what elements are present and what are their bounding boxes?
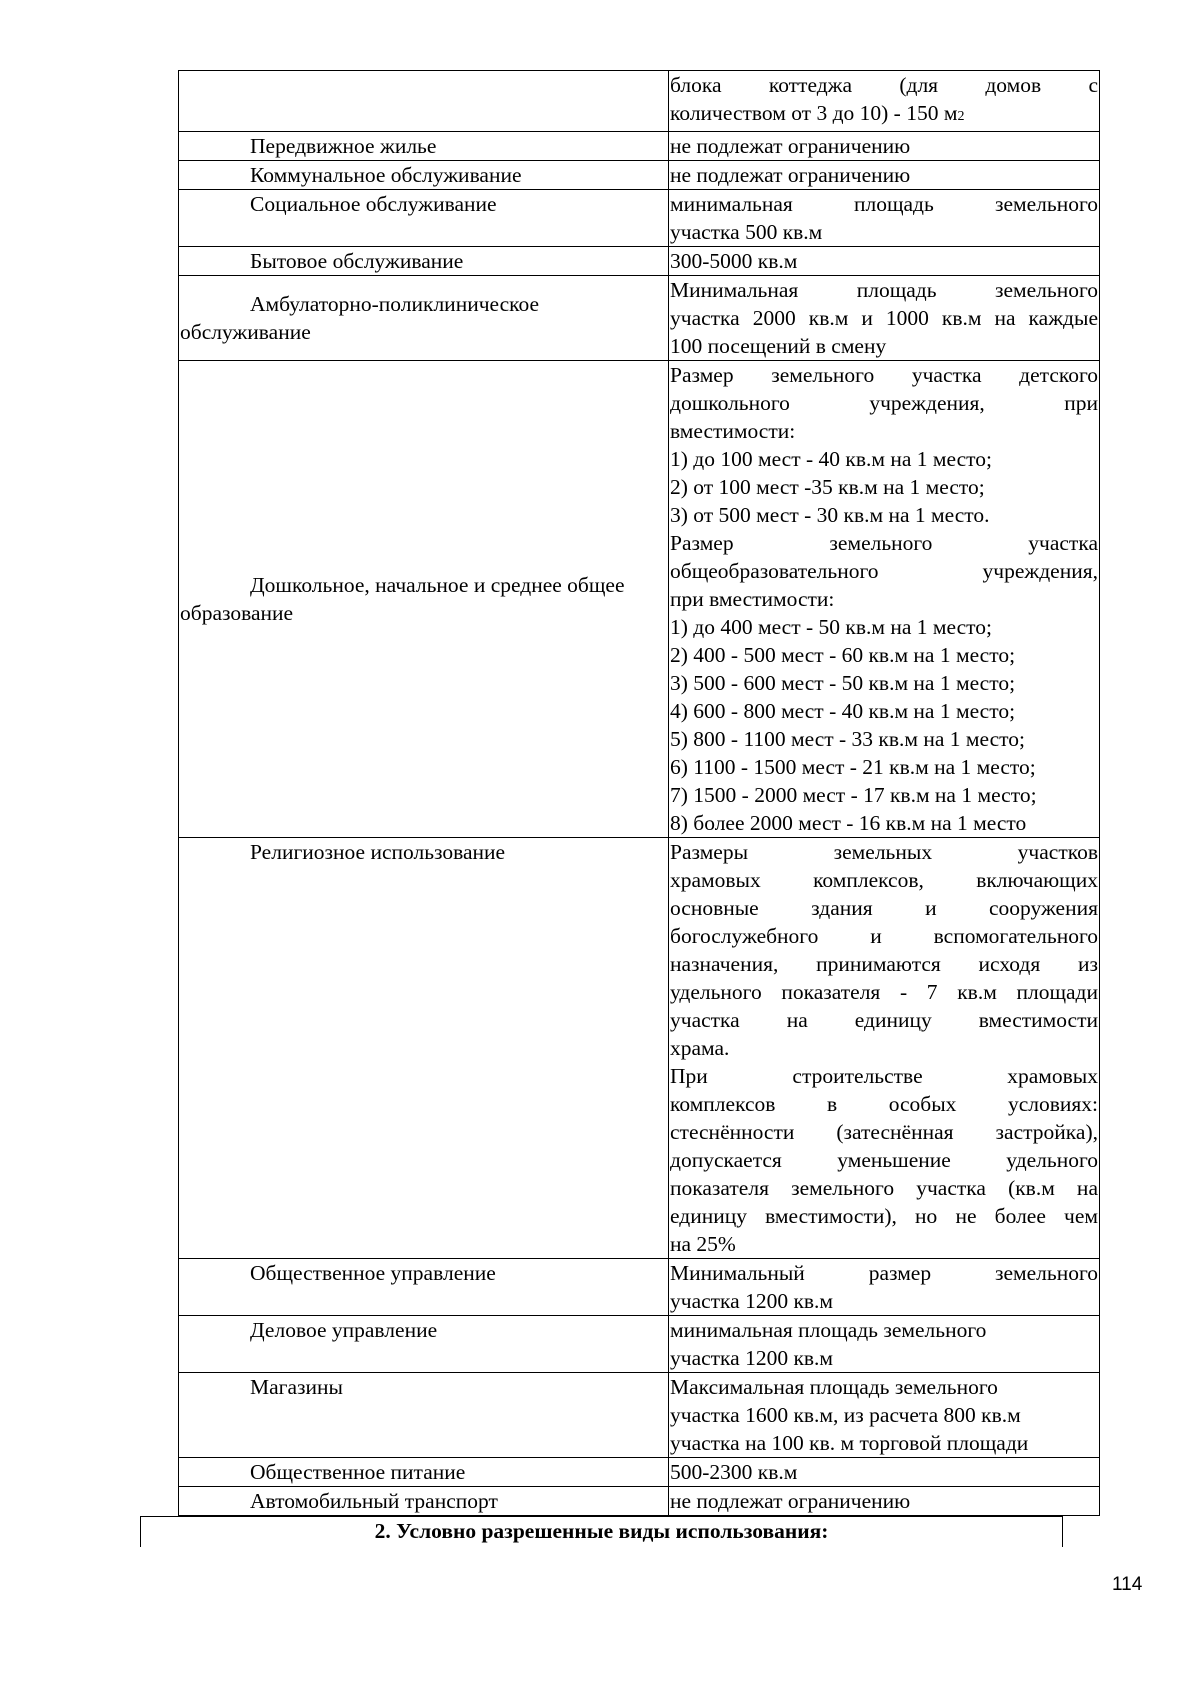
parameter-line: блока коттеджа (для домов с — [670, 73, 1098, 97]
table-row — [179, 190, 1100, 247]
parameter-line: храма. — [670, 1036, 730, 1060]
table-row — [179, 1316, 1100, 1373]
parameter-line: участка на 100 кв. м торговой площади — [670, 1431, 1029, 1455]
use-type-cell: Автомобильный транспорт — [179, 1487, 669, 1516]
permitted-use-table — [178, 70, 1100, 1516]
use-type-cell: Общественное питание — [179, 1458, 669, 1487]
use-type-cell — [179, 71, 669, 132]
parameter-line: 5) 800 - 1100 мест - 33 кв.м на 1 место; — [670, 727, 1025, 751]
use-type-cell: Социальное обслуживание — [179, 190, 669, 247]
parameter-line: общеобразовательного учреждения, — [670, 559, 1098, 583]
parameter-line: 300-5000 кв.м — [670, 249, 798, 273]
parameter-line: участка 1200 кв.м — [670, 1346, 834, 1370]
parameter-cell — [669, 1487, 1100, 1516]
table-row — [179, 276, 1100, 361]
parameter-line: участка 1600 кв.м, из расчета 800 кв.м — [670, 1403, 1021, 1427]
table-row — [179, 132, 1100, 161]
table-row — [179, 1373, 1100, 1458]
parameter-line: Максимальная площадь земельного — [670, 1375, 998, 1399]
table-row — [179, 361, 1100, 838]
parameter-line: не подлежат ограничению — [670, 1489, 911, 1513]
parameter-line: 3) 500 - 600 мест - 50 кв.м на 1 место; — [670, 671, 1016, 695]
use-type-cell: Магазины — [179, 1373, 669, 1458]
use-type-cell: Коммунальное обслуживание — [179, 161, 669, 190]
parameter-line: Размеры земельных участков — [670, 840, 1098, 864]
parameter-line: 7) 1500 - 2000 мест - 17 кв.м на 1 место; — [670, 783, 1037, 807]
use-type-cell: Амбулаторно-поликлиническое обслуживание — [179, 276, 669, 361]
parameter-line: допускается уменьшение удельного — [670, 1148, 1098, 1172]
parameter-line: при вместимости: — [670, 587, 835, 611]
parameter-cell — [669, 361, 1100, 838]
parameter-line: Минимальный размер земельного — [670, 1261, 1098, 1285]
use-type-cell: Деловое управление — [179, 1316, 669, 1373]
parameter-cell — [669, 1458, 1100, 1487]
parameter-line: 500-2300 кв.м — [670, 1460, 798, 1484]
parameter-line: 6) 1100 - 1500 мест - 21 кв.м на 1 место; — [670, 755, 1036, 779]
parameter-line: удельного показателя - 7 кв.м площади — [670, 980, 1098, 1004]
parameter-line: участка на единицу вместимости — [670, 1008, 1098, 1032]
parameter-line: количеством от 3 до 10) - 150 м2 — [670, 101, 965, 125]
parameter-line: 100 посещений в смену — [670, 334, 887, 358]
use-type-cell: Религиозное использование — [179, 838, 669, 1259]
table-row — [179, 161, 1100, 190]
parameter-cell — [669, 190, 1100, 247]
parameter-cell — [669, 838, 1100, 1259]
table-row — [179, 1458, 1100, 1487]
parameter-line: 2) от 100 мест -35 кв.м на 1 место; — [670, 475, 985, 499]
parameter-line: дошкольного учреждения, при — [670, 391, 1098, 415]
use-type-cell: Передвижное жилье — [179, 132, 669, 161]
parameter-line: 1) до 400 мест - 50 кв.м на 1 место; — [670, 615, 992, 639]
parameter-cell — [669, 1316, 1100, 1373]
parameter-cell — [669, 1259, 1100, 1316]
parameter-line: участка 1200 кв.м — [670, 1289, 834, 1313]
parameter-cell — [669, 132, 1100, 161]
parameter-line: 1) до 100 мест - 40 кв.м на 1 место; — [670, 447, 992, 471]
parameter-line: участка 2000 кв.м и 1000 кв.м на каждые — [670, 306, 1098, 330]
parameter-cell — [669, 276, 1100, 361]
use-type-cell: Общественное управление — [179, 1259, 669, 1316]
parameter-line: минимальная площадь земельного — [670, 192, 1098, 216]
parameter-line: 4) 600 - 800 мест - 40 кв.м на 1 место; — [670, 699, 1016, 723]
table-row — [179, 1259, 1100, 1316]
parameter-line: 2) 400 - 500 мест - 60 кв.м на 1 место; — [670, 643, 1016, 667]
superscript-unit: 2 — [957, 109, 965, 124]
section-heading: 2. Условно разрешенные виды использования: — [140, 1516, 1063, 1547]
table-row — [179, 838, 1100, 1259]
table-row — [179, 71, 1100, 132]
parameter-line: основные здания и сооружения — [670, 896, 1098, 920]
parameter-line: При строительстве храмовых — [670, 1064, 1098, 1088]
parameter-cell — [669, 161, 1100, 190]
parameter-line: 3) от 500 мест - 30 кв.м на 1 место. — [670, 503, 990, 527]
table-row — [179, 1487, 1100, 1516]
parameter-line: Размер земельного участка — [670, 531, 1098, 555]
use-type-cell: Бытовое обслуживание — [179, 247, 669, 276]
parameter-cell — [669, 247, 1100, 276]
parameter-line: стеснённости (затеснённая застройка), — [670, 1120, 1098, 1144]
parameter-line: Размер земельного участка детского — [670, 363, 1098, 387]
use-type-cell: Дошкольное, начальное и среднее общее образование — [179, 361, 669, 838]
parameter-line: богослужебного и вспомогательного — [670, 924, 1098, 948]
parameter-line: не подлежат ограничению — [670, 163, 911, 187]
parameter-line: Минимальная площадь земельного — [670, 278, 1098, 302]
parameter-line: единицу вместимости), но не более чем — [670, 1204, 1098, 1228]
table-row — [179, 247, 1100, 276]
parameter-cell — [669, 1373, 1100, 1458]
parameter-line: храмовых комплексов, включающих — [670, 868, 1098, 892]
parameter-line: минимальная площадь земельного — [670, 1318, 987, 1342]
parameter-line: показателя земельного участка (кв.м на — [670, 1176, 1098, 1200]
parameter-line: участка 500 кв.м — [670, 220, 823, 244]
parameter-line: 8) более 2000 мест - 16 кв.м на 1 место — [670, 811, 1027, 835]
parameter-line: назначения, принимаются исходя из — [670, 952, 1098, 976]
parameter-line: не подлежат ограничению — [670, 134, 911, 158]
parameter-line: комплексов в особых условиях: — [670, 1092, 1098, 1116]
page-number: 114 — [1112, 1574, 1143, 1595]
parameter-cell — [669, 71, 1100, 132]
parameter-line: вместимости: — [670, 419, 796, 443]
parameter-line: на 25% — [670, 1232, 736, 1256]
